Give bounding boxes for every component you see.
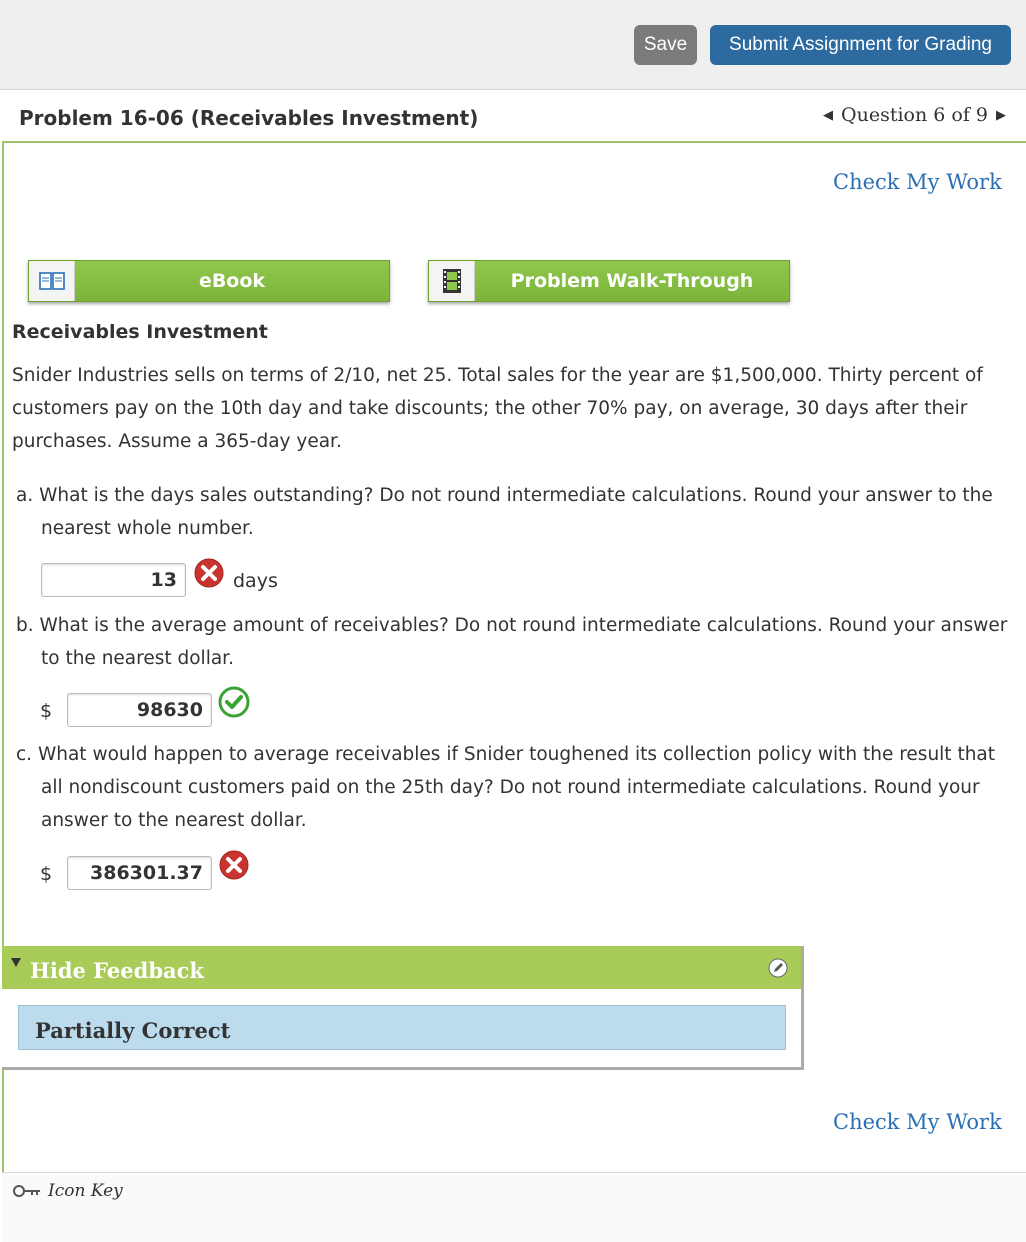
- question-c: [16, 738, 1020, 837]
- question-a: [16, 479, 1020, 545]
- next-question-icon[interactable]: ▶: [996, 107, 1006, 123]
- pencil-icon[interactable]: [768, 958, 788, 978]
- feedback-status-box: [18, 1005, 786, 1050]
- answer-c-input[interactable]: 386301.37: [67, 856, 212, 890]
- problem-content: [2, 141, 1026, 1242]
- icon-key-link[interactable]: [12, 1181, 123, 1201]
- submit-assignment-button[interactable]: Submit Assignment for Grading: [710, 25, 1011, 65]
- ebook-button[interactable]: [28, 260, 390, 302]
- problem-statement: Snider Industries sells on terms of 2/10, net 25. Total sales for the year are $1,500,000. Thirty percent of customers pay on the 10th day and take discounts; the other 70% pay, on average, 30 days after their purchases. Assume a 365-day year.: [12, 365, 983, 452]
- question-counter: Question 6 of 9: [841, 104, 988, 126]
- icon-key-label: Icon Key: [48, 1181, 123, 1201]
- section-heading: Receivables Investment: [12, 321, 268, 343]
- top-toolbar: [0, 0, 1026, 90]
- walkthrough-label: Problem Walk-Through: [510, 270, 754, 292]
- feedback-status: Partially Correct: [35, 1018, 231, 1043]
- film-icon: [429, 261, 475, 301]
- book-icon: [29, 261, 75, 301]
- answer-a-unit: days: [233, 570, 278, 592]
- previous-question-icon[interactable]: ◀: [823, 107, 834, 123]
- check-my-work-link-top[interactable]: Check My Work: [833, 170, 1002, 194]
- question-letter: c.: [16, 744, 33, 765]
- feedback-header[interactable]: [2, 946, 801, 989]
- save-button[interactable]: Save: [634, 25, 697, 65]
- dollar-prefix: $: [40, 863, 53, 885]
- incorrect-icon: [193, 557, 225, 593]
- question-text: What is the days sales outstanding? Do not round intermediate calculations. Round your answer to the nearest whole number.: [39, 485, 993, 539]
- question-text: What would happen to average receivables if Snider toughened its collection policy with the result that all nondiscount customers paid on the 25th day? Do not round intermediate calculations. Round your answer to the nearest dollar.: [37, 744, 996, 831]
- feedback-panel: [2, 946, 804, 1070]
- dollar-prefix: $: [40, 700, 53, 722]
- answer-b-input[interactable]: 98630: [67, 693, 212, 727]
- problem-walkthrough-button[interactable]: [428, 260, 790, 302]
- question-b: [16, 609, 1020, 675]
- ebook-label: eBook: [198, 270, 266, 292]
- answer-a-input[interactable]: 13: [41, 563, 186, 597]
- hide-feedback-toggle[interactable]: Hide Feedback: [30, 958, 204, 983]
- question-letter: a.: [16, 485, 34, 506]
- check-my-work-link-bottom[interactable]: Check My Work: [833, 1110, 1002, 1134]
- correct-icon: [218, 686, 250, 722]
- incorrect-icon: [218, 849, 250, 885]
- question-navigator: [823, 104, 1006, 126]
- key-icon: [12, 1184, 42, 1198]
- footer: [2, 1173, 1026, 1242]
- question-letter: b.: [16, 615, 34, 636]
- problem-title: Problem 16-06 (Receivables Investment): [19, 106, 479, 130]
- collapse-triangle-icon: [10, 956, 22, 968]
- question-text: What is the average amount of receivables? Do not round intermediate calculations. Round your answer to the nearest dollar.: [39, 615, 1008, 669]
- problem-header: [0, 92, 1026, 142]
